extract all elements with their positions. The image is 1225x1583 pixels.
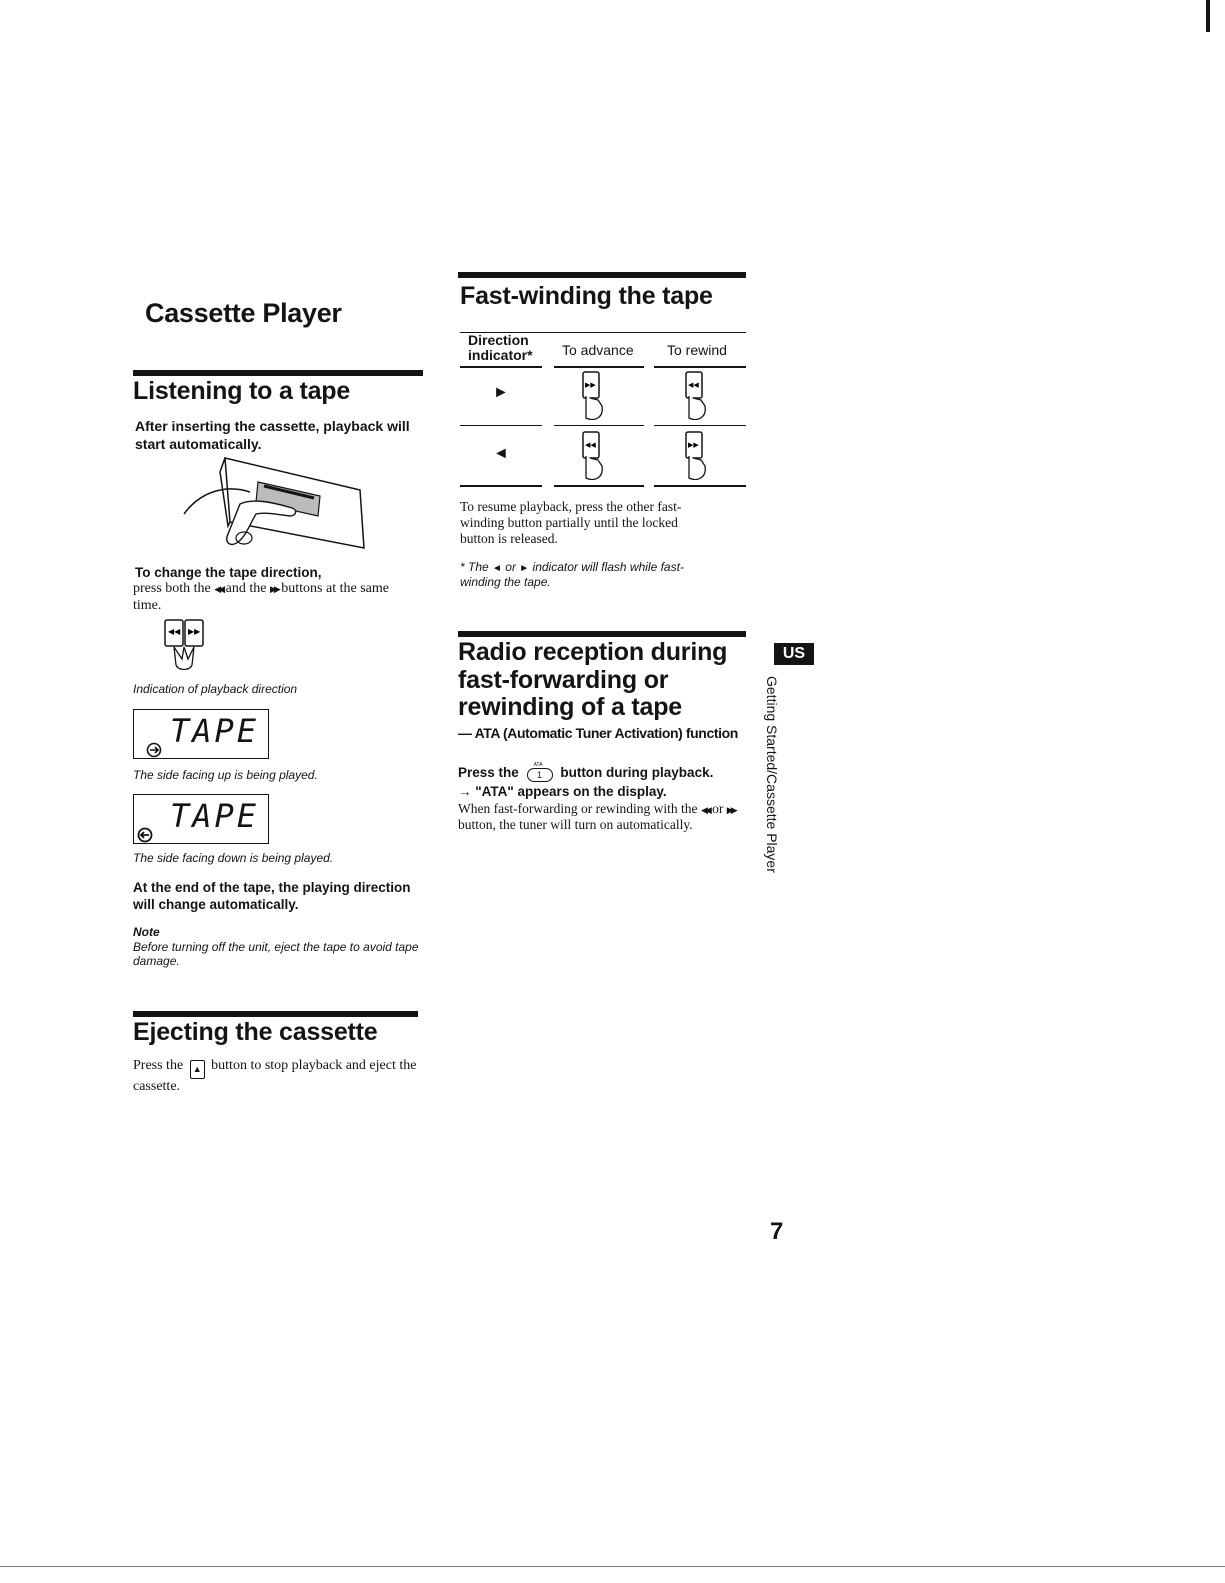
lcd-text-down: TAPE — [170, 797, 260, 835]
ejecting-text-1: Press the — [133, 1058, 184, 1073]
rewind-back-button-icon — [683, 370, 713, 420]
bottom-edge-line — [0, 1566, 1225, 1567]
lcd-display-up — [133, 709, 269, 759]
end-of-tape-text: At the end of the tape, the playing direction will change automatically. — [133, 880, 411, 912]
table-row-rule-3 — [654, 425, 746, 426]
language-tab: US — [774, 643, 814, 665]
table-bottom-rule-1 — [460, 485, 542, 487]
table-header-rule-1 — [460, 366, 542, 368]
heading-listening: Listening to a tape — [133, 377, 351, 405]
footnote-rev-glyph: ◄ — [492, 563, 502, 574]
eject-button-icon: ▲ — [190, 1060, 205, 1079]
ata-rewind-glyph: ◀◀ — [700, 805, 709, 815]
note-title: Note — [133, 925, 160, 939]
subheading-ata: — ATA (Automatic Tuner Activation) function — [458, 725, 738, 741]
rewind-glyph: ◀◀ — [214, 584, 223, 594]
svg-text:▶▶: ▶▶ — [188, 627, 201, 636]
table-header-rule-3 — [654, 366, 746, 368]
page-number: 7 — [770, 1218, 784, 1245]
svg-text:◀◀: ◀◀ — [585, 441, 596, 449]
rewind-forward-button-icon — [683, 430, 713, 480]
change-direction-title: To change the tape direction, — [135, 565, 322, 580]
caption-side-up: The side facing up is being played. — [133, 768, 318, 782]
change-direction-text-1: press both the — [133, 581, 211, 596]
svg-text:▶▶: ▶▶ — [688, 441, 699, 449]
advance-forward-button-icon — [580, 370, 610, 420]
press-text-1: Press the — [458, 765, 519, 780]
ata-body-text-1: When fast-forwarding or rewinding with the — [458, 801, 698, 816]
section-rule-listening — [133, 370, 423, 376]
col-rewind: To rewind — [667, 342, 727, 358]
ata-body-text-2: or — [712, 801, 724, 816]
heading-radio: Radio reception during fast-forwarding or rewinding of a tape — [458, 638, 728, 721]
ejecting-text-2: button to stop playback and eject the cassette. — [133, 1058, 417, 1094]
press-text-2: button during playback. — [560, 765, 714, 780]
lcd-text-up: TAPE — [170, 712, 260, 750]
table-bottom-rule-2 — [554, 485, 644, 487]
footnote-text-3: indicator will flash while fast-winding the tape. — [460, 560, 684, 589]
change-direction-text-2: and the — [225, 581, 267, 596]
col-direction: Direction indicator* — [468, 332, 533, 364]
advance-back-button-icon — [580, 430, 610, 480]
lcd-display-down — [133, 794, 269, 844]
press-ata-line — [458, 762, 748, 782]
section-rule-radio — [458, 631, 746, 637]
ata-button-label: 1 — [537, 770, 543, 780]
side-up-icon — [146, 742, 164, 758]
side-down-icon — [136, 827, 154, 843]
ata-body — [458, 801, 743, 833]
ata-appears-text: → "ATA" appears on the display. — [458, 784, 667, 799]
col-advance: To advance — [562, 342, 634, 358]
ata-body-text-3: button, the tuner will turn on automatically. — [458, 817, 693, 833]
ata-button-mark: ATA — [533, 762, 543, 768]
svg-text:◀◀: ◀◀ — [688, 381, 699, 389]
section-side-label: Getting Started/Cassette Player — [764, 676, 780, 873]
ata-forward-glyph: ▶▶ — [726, 805, 735, 815]
footnote-text-2: or — [505, 560, 516, 574]
caption-indication: Indication of playback direction — [133, 682, 298, 696]
section-rule-fastwind — [458, 272, 746, 278]
svg-text:◀◀: ◀◀ — [168, 627, 181, 636]
cassette-insert-illustration — [180, 452, 370, 556]
ata-button-icon — [527, 762, 553, 782]
section-rule-ejecting — [133, 1011, 418, 1017]
table-row-rule-1 — [460, 425, 542, 426]
svg-text:▶▶: ▶▶ — [585, 381, 596, 389]
resume-text: To resume playback, press the other fast-winding button partially until the locked button is released. — [460, 499, 682, 547]
footnote — [460, 560, 720, 589]
footnote-fwd-glyph: ► — [519, 563, 530, 574]
footnote-text-1: * The — [460, 560, 489, 574]
page-title: Cassette Player — [145, 298, 342, 328]
forward-glyph: ▶▶ — [269, 584, 278, 594]
fwd-direction-indicator: ► — [493, 384, 509, 401]
registration-mark — [1206, 0, 1210, 32]
both-buttons-press-icon — [162, 617, 208, 673]
note-body: Before turning off the unit, eject the tape to avoid tape damage. — [133, 940, 419, 969]
change-direction-body — [133, 581, 418, 615]
table-row-rule-2 — [554, 425, 644, 426]
lead-listening: After inserting the cassette, playback will start automatically. — [135, 418, 410, 452]
ejecting-body — [133, 1058, 423, 1096]
caption-side-down: The side facing down is being played. — [133, 851, 334, 865]
heading-fastwind: Fast-winding the tape — [460, 282, 713, 310]
rev-direction-indicator: ◄ — [493, 445, 509, 462]
table-header-rule-2 — [554, 366, 644, 368]
change-direction-text-3: buttons at the same time. — [133, 581, 389, 613]
table-bottom-rule-3 — [654, 485, 746, 487]
heading-ejecting: Ejecting the cassette — [133, 1018, 378, 1046]
